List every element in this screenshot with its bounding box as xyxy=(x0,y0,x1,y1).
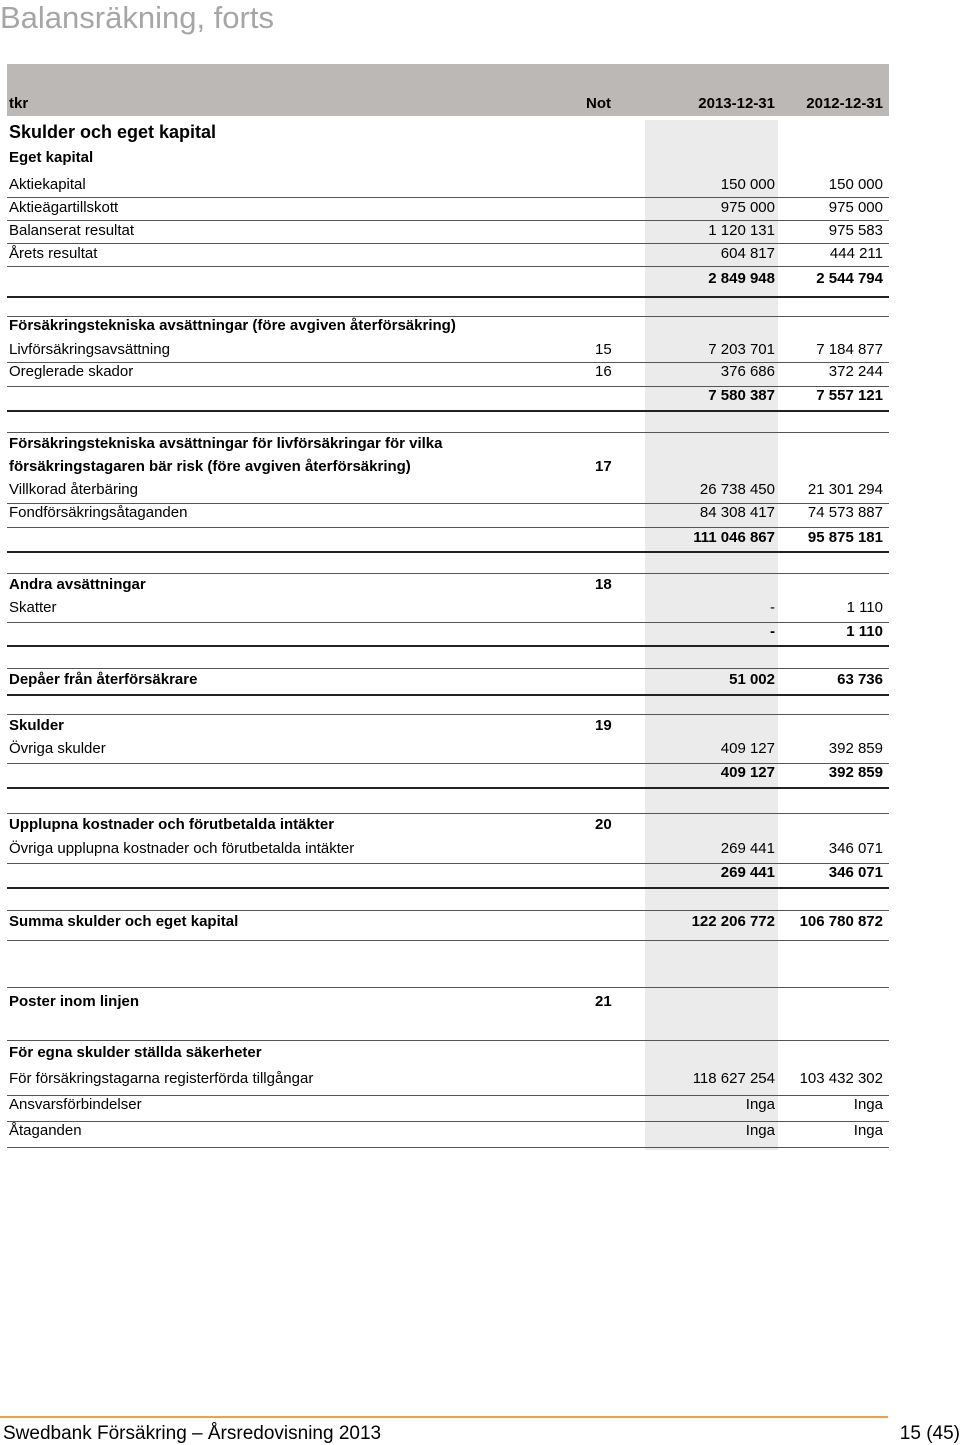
row-divider xyxy=(7,503,889,504)
footer-title: Swedbank Försäkring – Årsredovisning 2013 xyxy=(3,1423,382,1444)
row-value-2012: 444 211 xyxy=(829,245,883,262)
row-label: Villkorad återbäring xyxy=(9,481,138,498)
row-value-2013: 122 206 772 xyxy=(691,913,775,930)
header-unit: tkr xyxy=(9,95,29,112)
row-label: Aktiekapital xyxy=(9,176,86,193)
row-label: Andra avsättningar xyxy=(9,576,146,593)
balance-table-header xyxy=(7,64,889,116)
row-divider xyxy=(7,243,889,244)
row-label: Försäkringstekniska avsättningar för livförsäkringar för vilka xyxy=(9,435,443,452)
row-label: Summa skulder och eget kapital xyxy=(9,913,239,930)
row-value-2013: 7 580 387 xyxy=(708,387,775,404)
row-divider xyxy=(7,197,889,198)
footer-rule xyxy=(0,1416,888,1418)
section-rule xyxy=(7,787,889,789)
row-value-2012: 346 071 xyxy=(828,864,883,881)
row-value-2012: 21 301 294 xyxy=(807,481,883,498)
section-top-rule xyxy=(7,1040,889,1041)
row-label: Aktieägartillskott xyxy=(9,199,119,216)
row-value-2012: 1 110 xyxy=(846,623,883,640)
row-note: 21 xyxy=(595,993,612,1010)
section-top-rule xyxy=(7,910,889,911)
row-divider xyxy=(7,386,889,387)
row-value-2013: 409 127 xyxy=(720,740,775,757)
header-not: Not xyxy=(586,95,611,112)
section-top-rule xyxy=(7,714,889,715)
main-heading-text: Skulder och eget kapital xyxy=(9,122,217,142)
row-value-2013: 51 002 xyxy=(729,671,775,688)
row-value-2013: Inga xyxy=(745,1122,775,1139)
row-value-2013: 26 738 450 xyxy=(699,481,775,498)
row-divider xyxy=(7,863,889,864)
row-value-2012: 975 000 xyxy=(828,199,883,216)
row-label: Depåer från återförsäkrare xyxy=(9,671,198,688)
row-value-2013: 111 046 867 xyxy=(693,529,775,546)
section-rule xyxy=(7,645,889,647)
row-value-2013: 269 441 xyxy=(720,864,775,881)
row-value-2013: 84 308 417 xyxy=(699,504,775,521)
footer-page-number: 15 (45) xyxy=(899,1423,960,1444)
header-col-2012: 2012-12-31 xyxy=(806,95,883,112)
row-label: Upplupna kostnader och förutbetalda intäkter xyxy=(9,816,335,833)
row-value-2012: 74 573 887 xyxy=(807,504,883,521)
row-divider xyxy=(7,1095,889,1096)
row-value-2013: 409 127 xyxy=(720,764,775,781)
row-label: För försäkringstagarna registerförda tillgångar xyxy=(9,1070,314,1087)
row-divider xyxy=(7,622,889,623)
section-rule xyxy=(7,551,889,553)
section-top-rule xyxy=(7,573,889,574)
row-divider xyxy=(7,1147,889,1148)
row-divider xyxy=(7,362,889,363)
row-divider xyxy=(7,266,889,267)
row-value-2013: 118 627 254 xyxy=(692,1070,775,1087)
row-value-2013: 376 686 xyxy=(720,363,775,380)
row-label: Balanserat resultat xyxy=(9,222,135,239)
row-value-2013: 604 817 xyxy=(720,245,775,262)
row-label: Skulder xyxy=(9,717,65,734)
row-note: 19 xyxy=(595,717,612,734)
row-label: Övriga skulder xyxy=(9,740,106,757)
row-value-2013: 975 000 xyxy=(720,199,775,216)
row-value-2012: Inga xyxy=(853,1122,883,1139)
section-rule xyxy=(7,694,889,696)
row-label: försäkringstagaren bär risk (före avgiven återförsäkring) xyxy=(9,458,411,475)
section-top-rule xyxy=(7,668,889,669)
row-label: Eget kapital xyxy=(9,149,94,166)
row-note: 17 xyxy=(595,458,612,475)
row-note: 20 xyxy=(595,816,612,833)
row-value-2013: - xyxy=(770,599,775,616)
row-value-2012: 1 110 xyxy=(846,599,883,616)
row-value-2012: 106 780 872 xyxy=(799,913,883,930)
row-value-2013: Inga xyxy=(745,1096,775,1113)
row-value-2012: 2 544 794 xyxy=(816,270,883,287)
section-top-rule xyxy=(7,987,889,988)
row-value-2012: 975 583 xyxy=(828,222,883,239)
row-value-2012: 95 875 181 xyxy=(807,529,883,546)
row-label: Livförsäkringsavsättning xyxy=(9,341,170,358)
row-label: Övriga upplupna kostnader och förutbetalda intäkter xyxy=(9,840,355,857)
row-value-2012: 63 736 xyxy=(837,671,883,688)
row-value-2012: 392 859 xyxy=(828,740,883,757)
section-top-rule xyxy=(7,940,889,941)
row-value-2013: 7 203 701 xyxy=(708,341,775,358)
page-title: Balansräkning, forts xyxy=(0,0,274,35)
row-value-2013: 150 000 xyxy=(720,176,775,193)
row-value-2012: 372 244 xyxy=(828,363,883,380)
row-value-2013: - xyxy=(770,623,775,640)
row-value-2012: 392 859 xyxy=(828,764,883,781)
row-label: Försäkringstekniska avsättningar (före avgiven återförsäkring) xyxy=(9,317,456,334)
section-top-rule xyxy=(7,432,889,433)
row-label: Oreglerade skador xyxy=(9,363,134,380)
table-header-row xyxy=(7,64,889,116)
row-label: Fondförsäkringsåtaganden xyxy=(9,504,188,521)
row-label: Åtaganden xyxy=(9,1122,82,1139)
section-rule xyxy=(7,887,889,889)
row-divider xyxy=(7,1121,889,1122)
row-value-2012: 150 000 xyxy=(828,176,883,193)
row-value-2012: 346 071 xyxy=(828,840,883,857)
row-label: För egna skulder ställda säkerheter xyxy=(9,1044,262,1061)
row-divider xyxy=(7,220,889,221)
row-label: Årets resultat xyxy=(9,245,98,262)
row-value-2013: 2 849 948 xyxy=(708,270,775,287)
section-top-rule xyxy=(7,316,889,317)
row-value-2012: 103 432 302 xyxy=(799,1070,883,1087)
section-rule xyxy=(7,296,889,298)
row-value-2012: Inga xyxy=(853,1096,883,1113)
row-label: Ansvarsförbindelser xyxy=(9,1096,142,1113)
row-label: Skatter xyxy=(9,599,57,616)
section-rule xyxy=(7,410,889,412)
row-value-2012: 7 557 121 xyxy=(816,387,883,404)
row-value-2013: 269 441 xyxy=(720,840,775,857)
row-note: 18 xyxy=(595,576,612,593)
row-note: 15 xyxy=(595,341,612,358)
header-col-2013: 2013-12-31 xyxy=(698,95,775,112)
section-top-rule xyxy=(7,813,889,814)
row-value-2013: 1 120 131 xyxy=(708,222,775,239)
row-value-2012: 7 184 877 xyxy=(816,341,883,358)
row-note: 16 xyxy=(595,363,612,380)
row-label: Poster inom linjen xyxy=(9,993,140,1010)
row-divider xyxy=(7,763,889,764)
row-divider xyxy=(7,527,889,528)
